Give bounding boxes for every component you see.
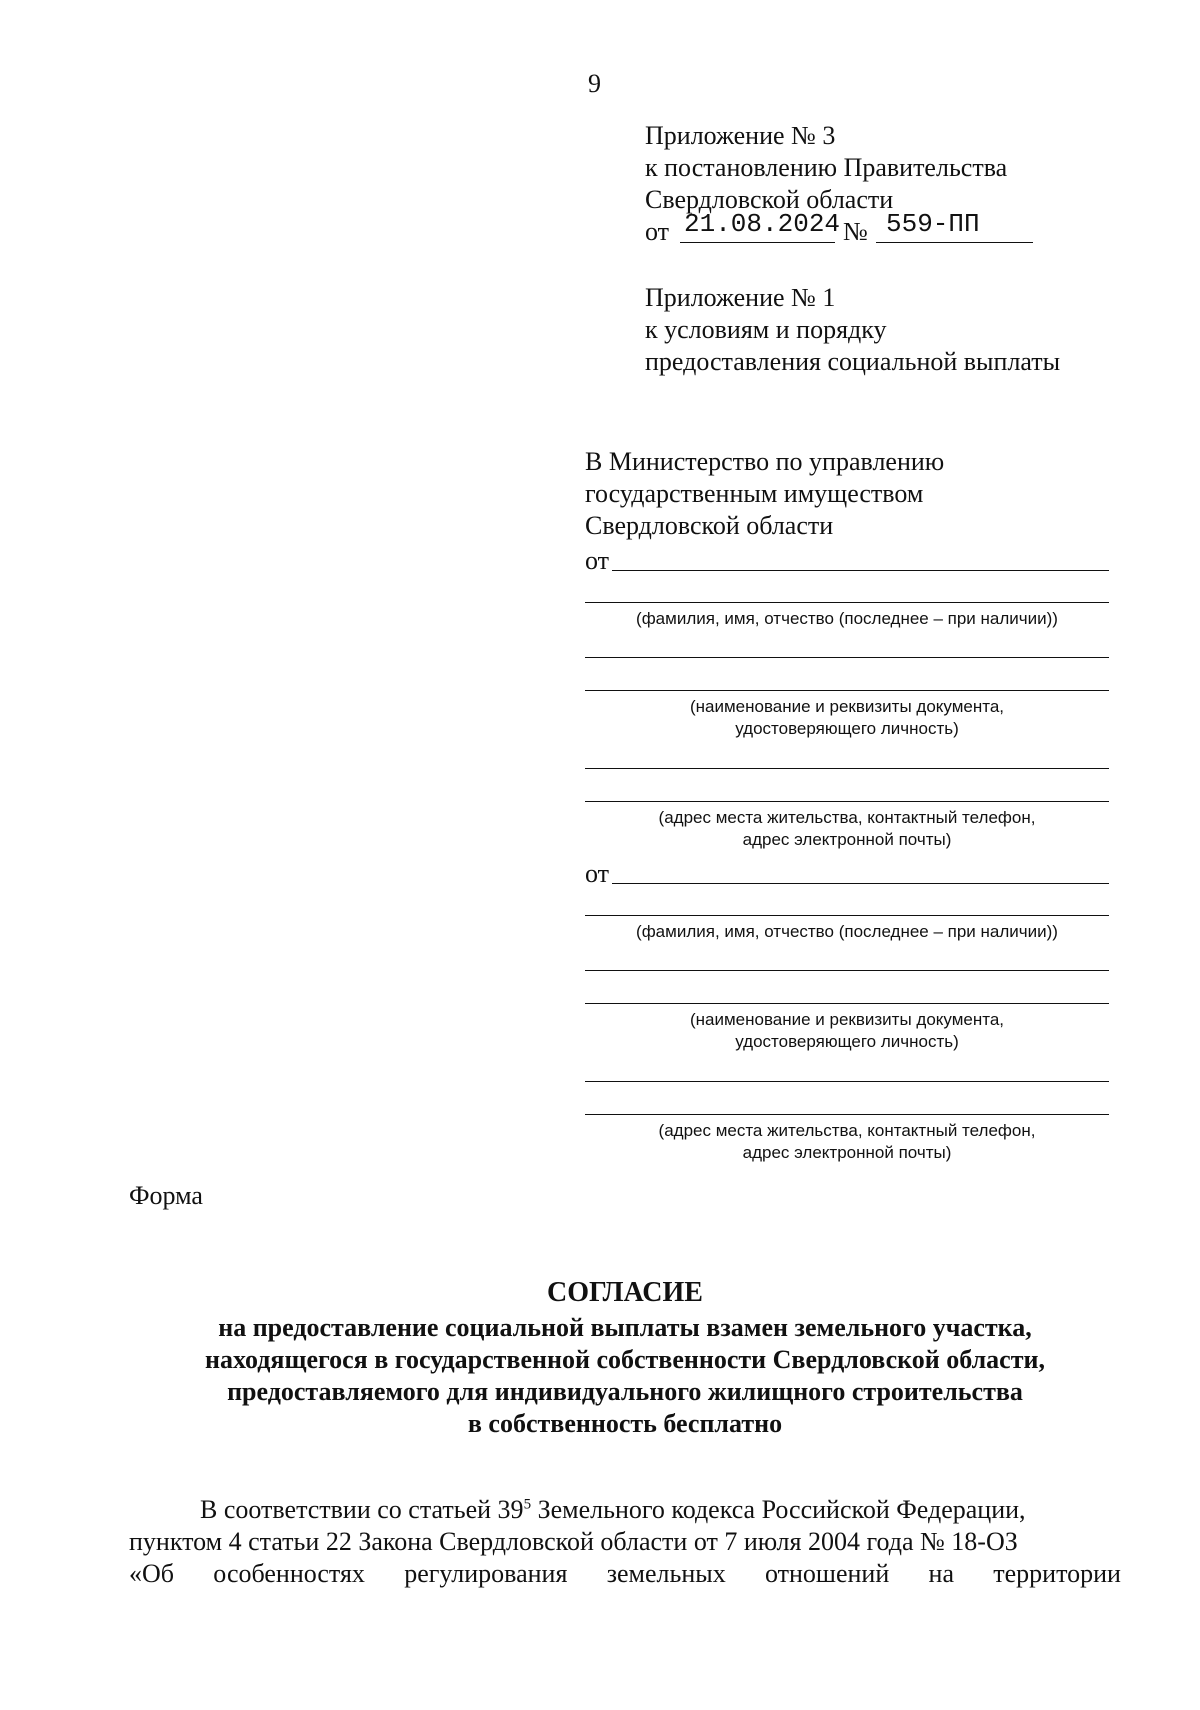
appendix-3-title: Приложение № 3 [645,121,836,150]
fio-caption-1: (фамилия, имя, отчество (последнее – при наличии)) [636,609,1058,628]
doc-field-2b[interactable] [585,1003,1109,1004]
title-sub1: на предоставление социальной выплаты взамен земельного участка, [218,1313,1032,1342]
body-line3-word: особенностях [213,1559,365,1588]
doc-caption-2a: (наименование и реквизиты документа, [689,1010,1005,1029]
appendix-1-line2: к условиям и порядку [645,315,887,344]
body-line1 [200,1494,1026,1526]
doc-field-1b[interactable] [585,690,1109,691]
date-value: 21.08.2024 [684,209,841,239]
from-label-1: от [585,546,610,575]
fio-field-1b[interactable] [585,602,1109,603]
title-sub2: находящегося в государственной собственности Свердловской области, [205,1345,1045,1374]
page-number: 9 [588,69,601,98]
addr-field-1b[interactable] [585,801,1109,802]
doc-field-1a[interactable] [585,657,1109,658]
addr-caption-1a: (адрес места жительства, контактный телефон, [658,808,1036,827]
body-line3-word: отношений [765,1559,890,1588]
addressee-line2: государственным имуществом [585,479,924,508]
date-prefix: от [645,217,670,246]
body-line1-a: В соответствии со статьей 39 [200,1495,524,1524]
fio-field-2b[interactable] [585,915,1109,916]
body-line3-word: регулирования [404,1559,568,1588]
number-underline [876,242,1033,243]
addr-field-2a[interactable] [585,1081,1109,1082]
title-main: СОГЛАСИЕ [547,1277,703,1308]
body-line2: пунктом 4 статьи 22 Закона Свердловской области от 7 июля 2004 года № 18-ОЗ [129,1527,1018,1556]
fio-field-1a[interactable] [612,570,1109,571]
addr-caption-2a: (адрес места жительства, контактный телефон, [658,1121,1036,1140]
article-superscript: 5 [523,1496,532,1513]
date-underline [680,242,835,243]
number-value: 559-ПП [886,209,980,239]
doc-caption-2b: удостоверяющего личность) [735,1032,959,1051]
appendix-3-line3: Свердловской области [645,185,894,214]
appendix-3-line2: к постановлению Правительства [645,153,1008,182]
addr-field-2b[interactable] [585,1114,1109,1115]
body-line3 [129,1558,1121,1590]
from-label-2: от [585,859,610,888]
fio-caption-2: (фамилия, имя, отчество (последнее – при наличии)) [636,922,1058,941]
addr-field-1a[interactable] [585,768,1109,769]
doc-caption-1b: удостоверяющего личность) [735,719,959,738]
appendix-1-title: Приложение № 1 [645,283,836,312]
body-line3-word: «Об [129,1559,175,1588]
addr-caption-2b: адрес электронной почты) [742,1143,952,1162]
title-sub4: в собственность бесплатно [467,1409,783,1438]
appendix-1-line3: предоставления социальной выплаты [645,347,1061,376]
addr-caption-1b: адрес электронной почты) [742,830,952,849]
addressee-line3: Свердловской области [585,511,834,540]
body-line3-word: земельных [606,1559,726,1588]
fio-field-2a[interactable] [612,883,1109,884]
doc-caption-1a: (наименование и реквизиты документа, [689,697,1005,716]
body-line3-word: на [928,1559,954,1588]
form-label: Форма [129,1181,203,1210]
doc-field-2a[interactable] [585,970,1109,971]
body-line3-word: территории [993,1559,1121,1588]
number-prefix: № [843,217,868,246]
body-line1-b: Земельного кодекса Российской Федерации, [531,1495,1026,1524]
addressee-line1: В Министерство по управлению [585,447,945,476]
title-sub3: предоставляемого для индивидуального жилищного строительства [227,1377,1023,1406]
